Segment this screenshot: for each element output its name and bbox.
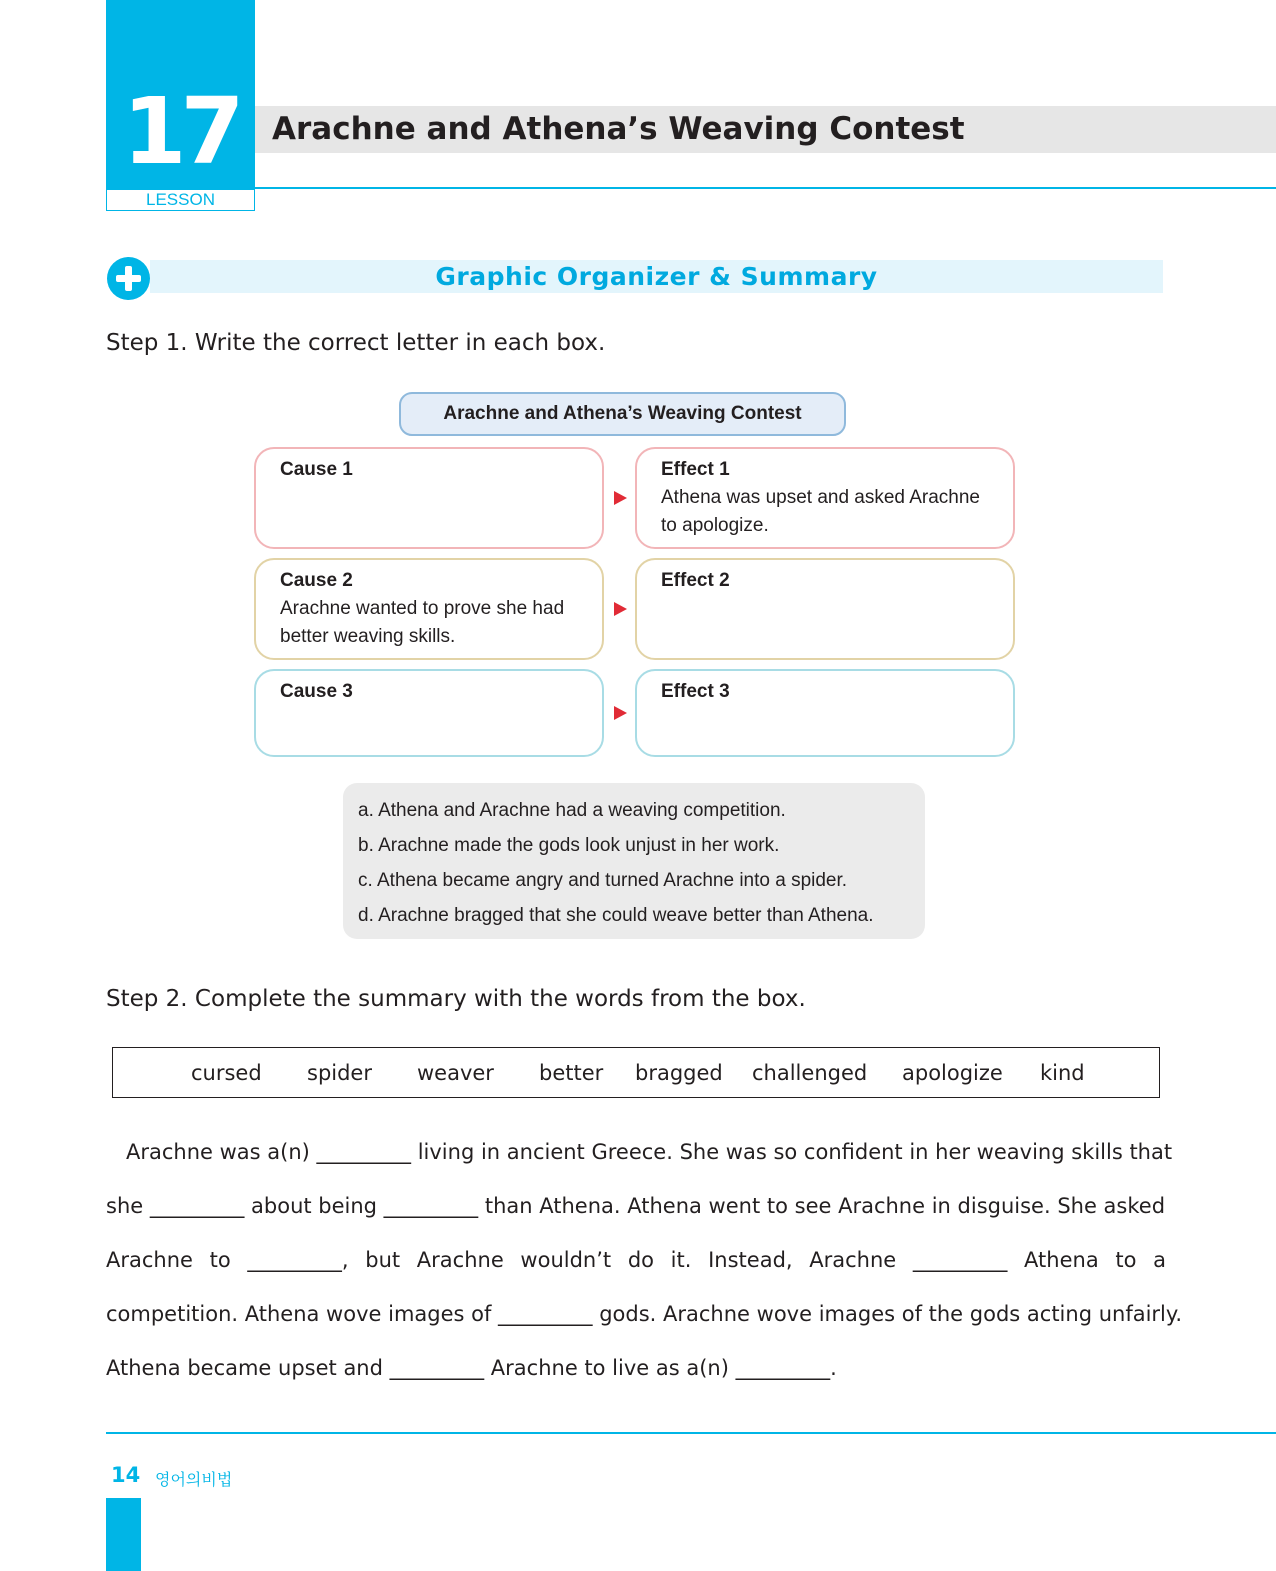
cause-1-heading: Cause 1: [280, 459, 353, 480]
cause-2-box: [254, 558, 604, 660]
effect-2-heading: Effect 2: [661, 570, 730, 591]
lesson-number: 17: [122, 78, 239, 185]
word-bank-item: better: [539, 1061, 604, 1085]
cause-2-heading: Cause 2: [280, 570, 353, 591]
cause-1-box[interactable]: [254, 447, 604, 549]
arrow-right-icon: [614, 706, 627, 720]
footer-divider: [106, 1432, 1276, 1434]
answer-options-box: [343, 783, 925, 939]
cause-3-heading: Cause 3: [280, 681, 353, 702]
step1-instruction: Step 1. Write the correct letter in each box.: [106, 330, 606, 356]
section-banner: [150, 260, 1163, 293]
word-bank-item: bragged: [635, 1061, 723, 1085]
summary-line-4: competition. Athena wove images of _________ gods. Arachne wove images of the gods acting unfairly.: [106, 1302, 1182, 1326]
effect-3-box[interactable]: [635, 669, 1015, 757]
footer-tab: [106, 1498, 141, 1571]
arrow-right-icon: [614, 602, 627, 616]
option-a: a. Athena and Arachne had a weaving competition.: [358, 800, 786, 821]
summary-line-1: Arachne was a(n) _________ living in ancient Greece. She was so confident in her weaving skills that: [126, 1140, 1173, 1164]
word-bank-item: spider: [307, 1061, 372, 1085]
summary-line-3: Arachne to _________, but Arachne wouldn’t do it. Instead, Arachne _________ Athena to a: [106, 1248, 1166, 1272]
option-d: d. Arachne bragged that she could weave better than Athena.: [358, 905, 874, 926]
arrow-right-icon: [614, 491, 627, 505]
summary-paragraph: [106, 1125, 1182, 1395]
cause-3-box[interactable]: [254, 669, 604, 757]
summary-line-5: Athena became upset and _________ Arachne to live as a(n) _________.: [106, 1356, 837, 1380]
plus-circle-icon: [107, 257, 150, 300]
option-b: b. Arachne made the gods look unjust in her work.: [358, 835, 780, 856]
summary-line-2: she _________ about being _________ than Athena. Athena went to see Arachne in disguise. She asked: [106, 1194, 1166, 1218]
option-c: c. Athena became angry and turned Arachne into a spider.: [358, 870, 848, 891]
word-bank-item: kind: [1040, 1061, 1085, 1085]
page-number: 14: [111, 1463, 141, 1487]
effect-1-text-line1: Athena was upset and asked Arachne: [661, 487, 981, 508]
effect-1-box: [635, 447, 1015, 549]
effect-1-text-line2: to apologize.: [661, 515, 769, 536]
word-bank-item: apologize: [902, 1061, 1003, 1085]
organizer-title: Arachne and Athena’s Weaving Contest: [399, 392, 846, 436]
book-name: 영어의비법: [155, 1470, 233, 1489]
cause-2-text-line1: Arachne wanted to prove she had: [280, 598, 565, 619]
lesson-label: LESSON: [106, 189, 255, 211]
title-divider: [255, 187, 1276, 189]
lesson-number-block: [106, 0, 255, 189]
effect-3-heading: Effect 3: [661, 681, 730, 702]
word-bank-item: cursed: [191, 1061, 262, 1085]
effect-1-heading: Effect 1: [661, 459, 730, 480]
lesson-title: Arachne and Athena’s Weaving Contest: [272, 111, 965, 147]
word-bank-item: weaver: [417, 1061, 494, 1085]
effect-2-box[interactable]: [635, 558, 1015, 660]
cause-2-text-line2: better weaving skills.: [280, 626, 456, 647]
section-title: Graphic Organizer & Summary: [435, 262, 878, 291]
word-bank: [112, 1047, 1160, 1098]
lesson-title-bar: [255, 106, 1276, 153]
word-bank-item: challenged: [752, 1061, 868, 1085]
step2-instruction: Step 2. Complete the summary with the words from the box.: [106, 986, 806, 1012]
